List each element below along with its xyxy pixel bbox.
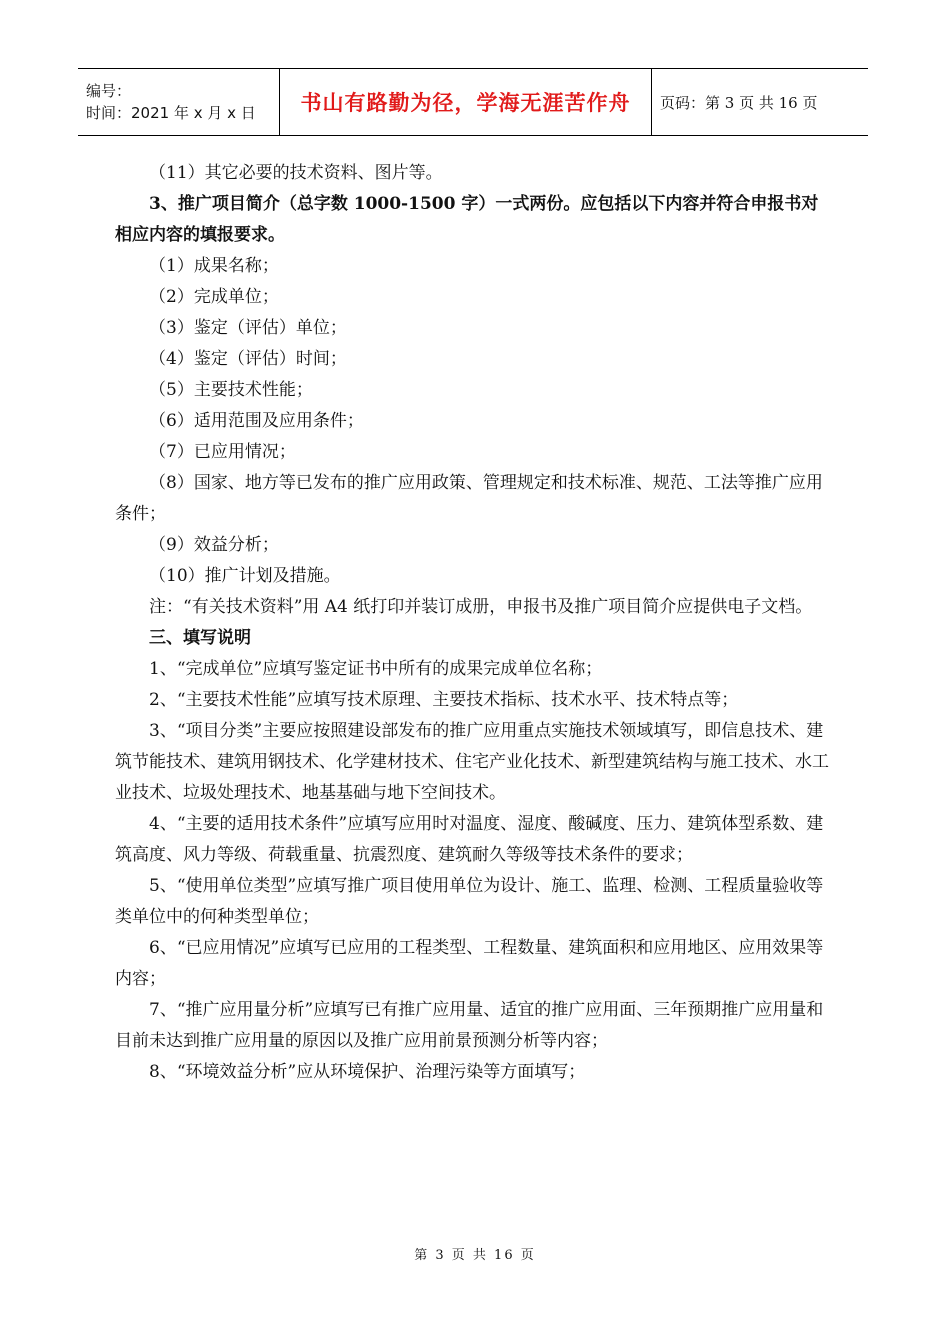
footer-page-number: 第 3 页 共 16 页: [414, 1248, 536, 1263]
paragraph: 8、“环境效益分析”应从环境保护、治理污染等方面填写；: [149, 1062, 586, 1082]
list-item: （9）效益分析；: [149, 535, 279, 555]
time-label: 时间：2021 年 x 月 x 日: [86, 104, 256, 122]
header-motto-cell: [280, 69, 652, 135]
document-body: [115, 158, 835, 1088]
paragraph: 1、“完成单位”应填写鉴定证书中所有的成果完成单位名称；: [149, 659, 603, 679]
paragraph: 2、“主要技术性能”应填写技术原理、主要技术指标、技术水平、技术特点等；: [149, 690, 739, 710]
list-item: （8）国家、地方等已发布的推广应用政策、管理规定和技术标准、规范、工法等推广应用条件；: [115, 473, 823, 524]
paragraph: 4、“主要的适用技术条件”应填写应用时对温度、湿度、酸碱度、压力、建筑体型系数、建筑高度、风力等级、荷载重量、抗震烈度、建筑耐久等级等技术条件的要求；: [115, 814, 824, 865]
paragraph: 5、“使用单位类型”应填写推广项目使用单位为设计、施工、监理、检测、工程质量验收等类单位中的何种类型单位；: [115, 876, 824, 927]
number-label: 编号：: [86, 82, 132, 100]
header-motto: 书山有路勤为径，学海无涯苦作舟: [300, 90, 631, 115]
list-item: （5）主要技术性能；: [149, 380, 313, 400]
page-code: 页码：第 3 页 共 16 页: [660, 93, 818, 112]
paragraph: （11）其它必要的技术资料、图片等。: [149, 163, 443, 183]
page-header: [78, 68, 868, 136]
header-left-cell: [78, 69, 280, 135]
list-item: （4）鉴定（评估）时间；: [149, 349, 347, 369]
paragraph: 7、“推广应用量分析”应填写已有推广应用量、适宜的推广应用面、三年预期推广应用量和目前未达到推广应用量的原因以及推广应用前景预测分析等内容；: [115, 1000, 824, 1051]
note-paragraph: 注：“有关技术资料”用 A4 纸打印并装订成册，申报书及推广项目简介应提供电子文档。: [149, 597, 813, 617]
section-heading: 三、填写说明: [149, 628, 251, 648]
list-item: （10）推广计划及措施。: [149, 566, 341, 586]
section-heading: 3、推广项目简介（总字数 1000-1500 字）一式两份。应包括以下内容并符合申报书对相应内容的填报要求。: [115, 194, 819, 245]
paragraph: 6、“已应用情况”应填写已应用的工程类型、工程数量、建筑面积和应用地区、应用效果等内容；: [115, 938, 824, 989]
list-item: （3）鉴定（评估）单位；: [149, 318, 347, 338]
list-item: （6）适用范围及应用条件；: [149, 411, 364, 431]
paragraph: 3、“项目分类”主要应按照建设部发布的推广应用重点实施技术领域填写，即信息技术、建筑节能技术、建筑用钢技术、化学建材技术、住宅产业化技术、新型建筑结构与施工技术、水工业技术、垃圾处理技术、地基基础与地下空间技术。: [115, 721, 829, 803]
header-right-cell: [652, 69, 868, 135]
list-item: （1）成果名称；: [149, 256, 279, 276]
list-item: （2）完成单位；: [149, 287, 279, 307]
list-item: （7）已应用情况；: [149, 442, 296, 462]
page-footer: [0, 1244, 950, 1263]
